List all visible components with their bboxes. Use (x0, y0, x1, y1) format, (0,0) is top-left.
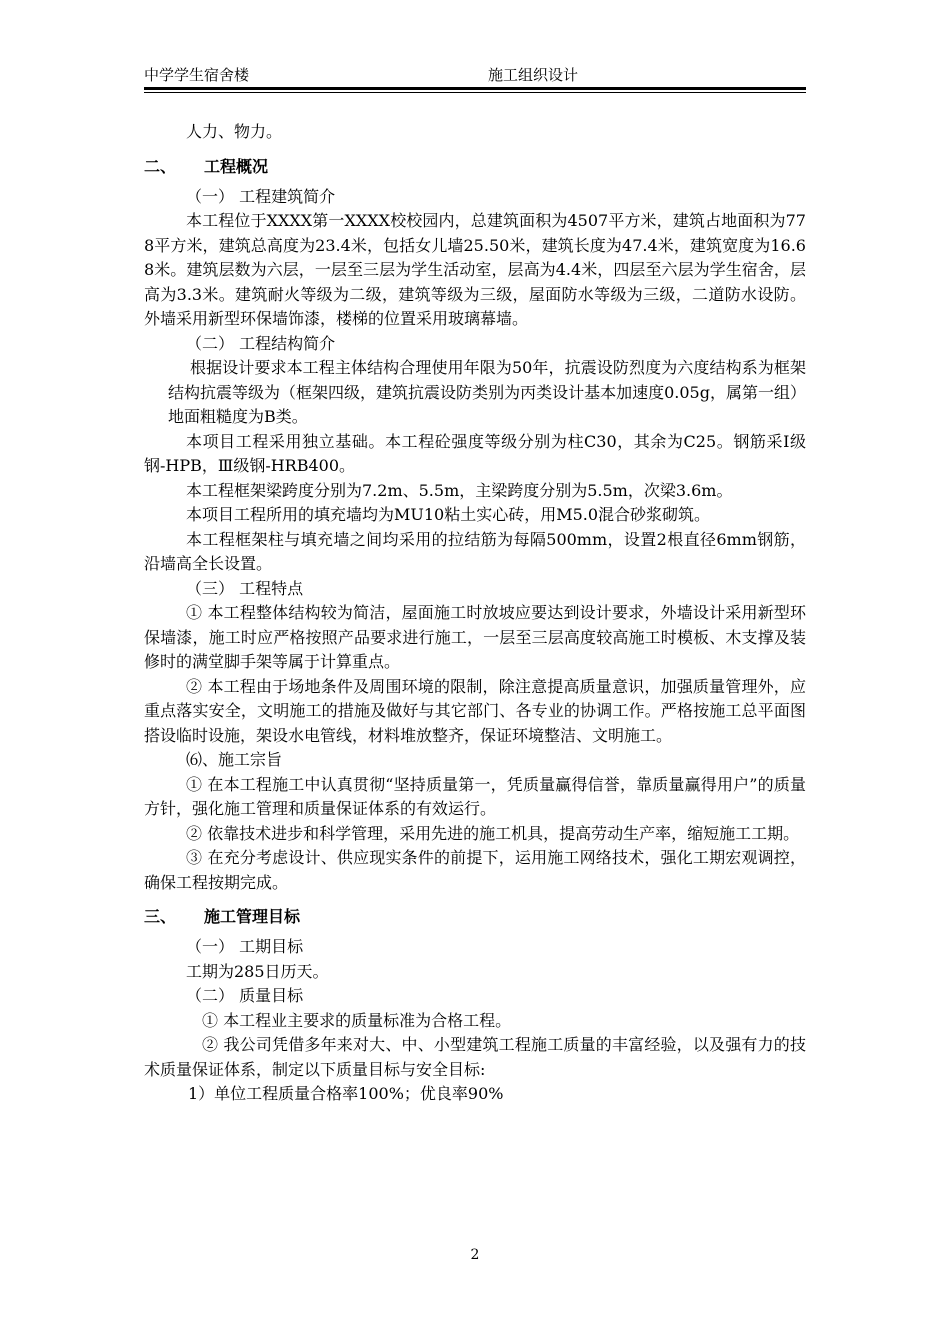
section-number: 二、 (144, 156, 177, 176)
section-title: 施工管理目标 (204, 907, 301, 926)
page-header (144, 64, 806, 88)
paragraph: ③ 在充分考虑设计、供应现实条件的前提下，运用施工网络技术，强化工期宏观调控，确保工程按期完成。 (144, 848, 806, 892)
header-doc-title: 施工组织设计 (488, 66, 579, 84)
paragraph: 本工程位于XXXX第一XXXX校校园内，总建筑面积为4507平方米，建筑占地面积为778平方米，建筑总高度为23.4米，包括女儿墙25.50米，建筑长度为47.4米，建筑宽度为16.68米。建筑层数为六层，一层至三层为学生活动室，层高为4.4米，四层至六层为学生宿舍，层高为3.3米。建筑耐火等级为二级，建筑等级为三级，屋面防水等级为三级，二道防水设防。外墙采用新型环保墙饰漆，楼梯的位置采用玻璃幕墙。 (144, 211, 806, 328)
section-title: 工程概况 (204, 156, 269, 176)
paragraph: 本工程框架柱与填充墙之间均采用的拉结筋为每隔500mm，设置2根直径6mm钢筋，沿墙高全长设置。 (144, 529, 806, 573)
subsection-heading: （一） 工期目标 (186, 937, 304, 956)
section-number: 三、 (144, 907, 177, 926)
subsection-heading: （二） 工程结构简介 (186, 333, 336, 353)
page-number: 2 (470, 1247, 480, 1263)
paragraph: 本工程框架梁跨度分别为7.2m、5.5m，主梁跨度分别为5.5m，次梁3.6m。 (186, 480, 733, 500)
paragraph: 人力、物力。 (186, 122, 283, 141)
paragraph: 根据设计要求本工程主体结构合理使用年限为50年，抗震设防烈度为六度结构系为框架结构抗震等级为（框架四级，建筑抗震设防类别为丙类设计基本加速度0.05g，属第一组）地面粗糙度为B类。 (168, 358, 806, 426)
header-rule (144, 87, 806, 90)
subsection-heading: （一） 工程建筑简介 (186, 186, 336, 206)
header-rule-thin (144, 92, 806, 93)
subsection-heading: （三） 工程特点 (186, 578, 304, 598)
list-item: 1）单位工程质量合格率100%；优良率90% (188, 1084, 504, 1103)
paragraph: ② 我公司凭借多年来对大、中、小型建筑工程施工质量的丰富经验，以及强有力的技术质量保证体系，制定以下质量目标与安全目标: (144, 1035, 806, 1079)
header-project-name: 中学学生宿舍楼 (144, 66, 250, 84)
paragraph: ① 本工程整体结构较为简洁，屋面施工时放坡应要达到设计要求，外墙设计采用新型环保墙漆，施工时应严格按照产品要求进行施工，一层至三层高度较高施工时模板、木支撑及装修时的满堂脚手架等属于计算重点。 (144, 603, 806, 671)
paragraph: ② 本工程由于场地条件及周围环境的限制，除注意提高质量意识，加强质量管理外，应重点落实安全，文明施工的措施及做好与其它部门、各专业的协调工作。严格按施工总平面图搭设临时设施，架设水电管线，材料堆放整齐，保证环境整洁、文明施工。 (144, 676, 806, 745)
page-body (144, 120, 806, 1107)
subsection-heading: ⑹、施工宗旨 (186, 750, 283, 769)
paragraph: 工期为285日历天。 (186, 961, 329, 981)
subsection-heading: （二） 质量目标 (186, 986, 304, 1005)
paragraph: 本项目工程采用独立基础。本工程砼强度等级分别为柱C30，其余为C25。钢筋采Ⅰ级钢-HPB，Ⅲ级钢-HRB400。 (144, 431, 806, 475)
paragraph: ① 本工程业主要求的质量标准为合格工程。 (202, 1010, 512, 1030)
paragraph: 本项目工程所用的填充墙均为MU10粘土实心砖，用M5.0混合砂浆砌筑。 (186, 505, 711, 524)
section-heading (144, 155, 806, 179)
section-heading (144, 905, 806, 929)
paragraph: ② 依靠技术进步和科学管理，采用先进的施工机具，提高劳动生产率，缩短施工工期。 (186, 823, 800, 843)
paragraph: ① 在本工程施工中认真贯彻“坚持质量第一，凭质量赢得信誉，靠质量赢得用户”的质量方针，强化施工管理和质量保证体系的有效运行。 (144, 774, 806, 818)
